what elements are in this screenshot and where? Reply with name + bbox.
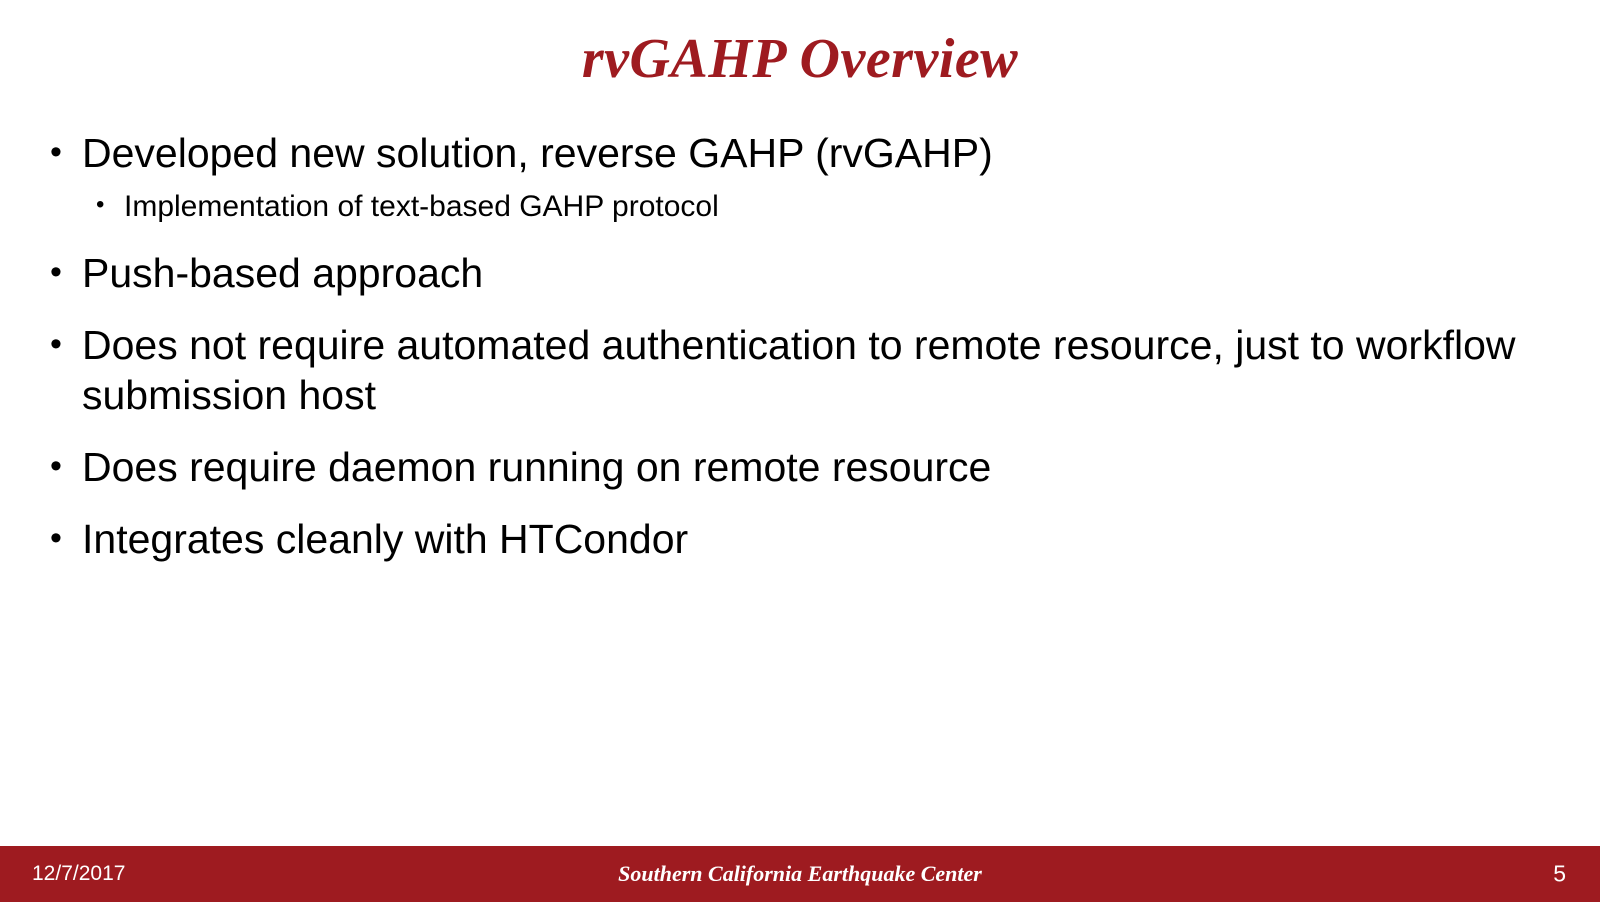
bullet-marker-icon: •: [96, 191, 105, 219]
bullet-list: [40, 128, 1560, 564]
bullet-marker-icon: •: [50, 446, 62, 485]
list-item: [40, 442, 1560, 492]
page-title: rvGAHP Overview: [581, 28, 1019, 90]
list-item: [40, 320, 1560, 420]
list-item: [40, 128, 1560, 226]
bullet-marker-icon: •: [50, 324, 62, 363]
list-item: [40, 514, 1560, 564]
bullet-text: Integrates cleanly with HTCondor: [82, 515, 689, 562]
bullet-marker-icon: •: [50, 133, 62, 171]
footer-organization: Southern California Earthquake Center: [618, 861, 982, 886]
bullet-marker-icon: •: [50, 518, 62, 557]
slide-body: [40, 128, 1560, 586]
bullet-text: Developed new solution, reverse GAHP (rvGAHP): [82, 130, 993, 176]
list-item: [82, 188, 1560, 226]
sub-bullet-text: Implementation of text-based GAHP protocol: [124, 190, 719, 224]
list-item: [40, 248, 1560, 298]
slide-footer: [0, 846, 1600, 902]
bullet-text: Does require daemon running on remote resource: [82, 443, 992, 490]
bullet-text: Does not require automated authentication to remote resource, just to workflow submission host: [82, 321, 1516, 418]
page-number: 5: [1553, 860, 1566, 887]
bullet-text: Push-based approach: [82, 249, 484, 296]
bullet-marker-icon: •: [50, 252, 62, 291]
footer-date: 12/7/2017: [32, 862, 126, 885]
sub-bullet-list: [82, 188, 1560, 226]
